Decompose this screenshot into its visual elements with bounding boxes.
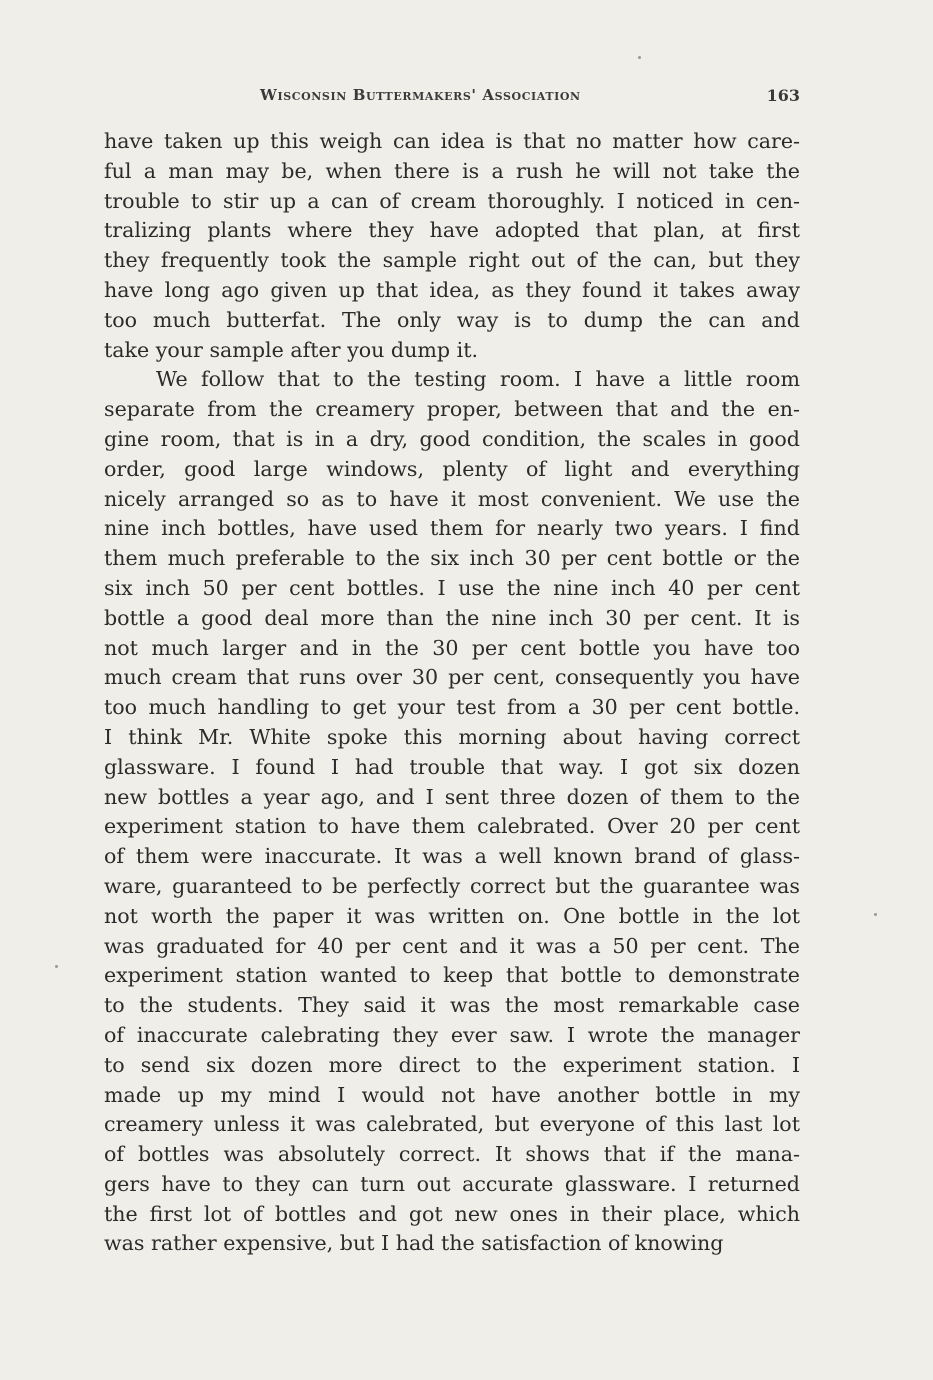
text-line: was graduated for 40 per cent and it was a 50 per cent. The — [104, 933, 800, 958]
text-line: order, good large windows, plenty of light and everything — [104, 456, 800, 481]
running-title: Wisconsin Buttermakers' Association — [260, 86, 581, 104]
text-line: not worth the paper it was written on. One bottle in the lot — [104, 903, 800, 928]
text-line: I think Mr. White spoke this morning about having correct — [104, 724, 800, 749]
paragraph — [104, 127, 800, 365]
text-line: they frequently took the sample right out of the can, but they — [104, 248, 800, 273]
paper-speck — [638, 56, 641, 59]
text-line: ful a man may be, when there is a rush he will not take the — [104, 158, 800, 183]
text-line: glassware. I found I had trouble that way. I got six dozen — [104, 754, 800, 779]
text-line: the first lot of bottles and got new ones in their place, which — [104, 1201, 800, 1226]
text-line: ware, guaranteed to be perfectly correct but the guarantee was — [104, 873, 800, 898]
body-text — [104, 127, 800, 1259]
text-line: trouble to stir up a can of cream thoroughly. I noticed in cen- — [104, 188, 800, 213]
text-line: gine room, that is in a dry, good condition, the scales in good — [104, 426, 800, 451]
text-line: of bottles was absolutely correct. It shows that if the mana- — [104, 1142, 800, 1167]
text-line: of them were inaccurate. It was a well known brand of glass- — [104, 844, 800, 869]
text-line: them much preferable to the six inch 30 per cent bottle or the — [104, 546, 800, 571]
text-line: have taken up this weigh can idea is that no matter how care- — [104, 129, 800, 153]
text-line: We follow that to the testing room. I have a little room — [156, 367, 800, 392]
text-line: six inch 50 per cent bottles. I use the nine inch 40 per cent — [104, 575, 800, 600]
text-line: nine inch bottles, have used them for nearly two years. I find — [104, 516, 800, 541]
text-line: gers have to they can turn out accurate glassware. I returned — [104, 1171, 800, 1196]
text-line: experiment station wanted to keep that bottle to demonstrate — [104, 963, 800, 988]
text-line: experiment station to have them calebrated. Over 20 per cent — [104, 814, 800, 839]
page-number: 163 — [766, 86, 800, 105]
text-line: take your sample after you dump it. — [104, 337, 479, 362]
text-line: to the students. They said it was the most remarkable case — [104, 993, 800, 1018]
text-line: tralizing plants where they have adopted that plan, at first — [104, 218, 800, 243]
running-head — [104, 86, 800, 110]
text-line: of inaccurate calebrating they ever saw. I wrote the manager — [104, 1022, 800, 1047]
text-line: new bottles a year ago, and I sent three dozen of them to the — [104, 784, 800, 809]
text-line: creamery unless it was calebrated, but everyone of this last lot — [104, 1112, 800, 1137]
text-line: not much larger and in the 30 per cent bottle you have too — [104, 635, 800, 660]
text-line: have long ago given up that idea, as they found it takes away — [104, 277, 800, 302]
paragraph — [104, 365, 800, 1259]
text-line: to send six dozen more direct to the experiment station. I — [104, 1052, 800, 1077]
text-line: made up my mind I would not have another bottle in my — [104, 1082, 800, 1107]
text-line: separate from the creamery proper, between that and the en- — [104, 397, 800, 422]
paper-speck — [874, 913, 877, 916]
text-line: too much butterfat. The only way is to dump the can and — [104, 307, 800, 332]
text-line: much cream that runs over 30 per cent, consequently you have — [104, 665, 800, 690]
paper-speck — [55, 965, 58, 968]
text-line: bottle a good deal more than the nine inch 30 per cent. It is — [104, 605, 800, 630]
text-line: was rather expensive, but I had the satisfaction of knowing — [104, 1231, 724, 1256]
text-line: too much handling to get your test from a 30 per cent bottle. — [104, 695, 800, 720]
text-line: nicely arranged so as to have it most convenient. We use the — [104, 486, 800, 511]
